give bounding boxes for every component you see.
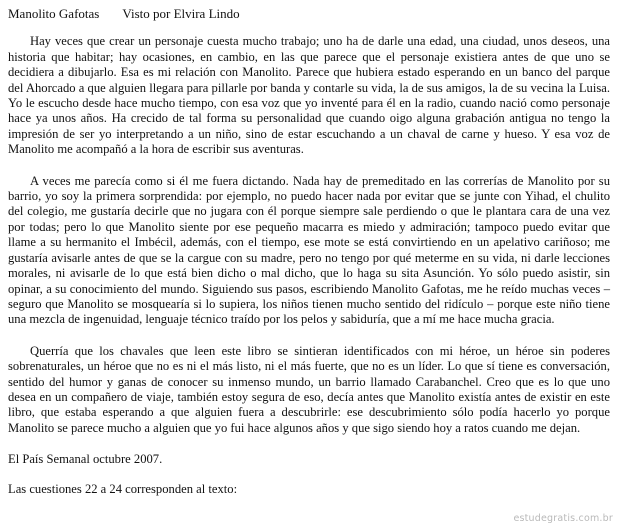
source-citation: El País Semanal octubre 2007. [8, 452, 163, 467]
document-header [8, 6, 610, 21]
story-title: Manolito Gafotas [8, 6, 100, 21]
paragraph-2: A veces me parecía como si él me fuera dictando. Nada hay de premeditado en las correrías de Manolito por su barrio, yo soy la primera sorprendida: por ejemplo, no puedo hacer nada por evitar que se junte con Yihad, el chulito del colegio, me gustaría decirle que no jugara con él porque siempre sale perdiendo o que le plantara cara de una vez por todas; pero lo que Manolito siente por ese pequeño macarra es miedo y admiración; tampoco puedo evitar que llame a su hermanito el Imbécil, además, con el tiempo, ese mote se está convirtiendo en un apelativo cariñoso; me gustaría avisarle antes de que se la cargue con su madre, pero no tengo por qué meterme en su vida, ni darle lecciones morales, ni avisarle de lo que está bien dicho o mal dicho, que lo haga su sita Asunción. Yo sólo puedo asistir, sin opinar, a su conocimiento del mundo. Siguiendo sus pasos, escribiendo Manolito Gafotas, me he reído muchas veces –seguro que Manolito se mosquearía si lo supiera, los niños tienen mucho sentido del ridículo – porque este niño tiene una mezcla de ingenuidad, lenguaje técnico traído por los pelos y sabiduría, que a mí me hace mucha gracia. [8, 173, 610, 327]
document-page [8, 6, 610, 511]
story-attribution: Visto por Elvira Lindo [122, 6, 240, 21]
site-watermark: estudegratis.com.br [513, 513, 613, 524]
questions-instruction: Las cuestiones 22 a 24 corresponden al texto: [8, 481, 238, 496]
paragraph-1: Hay veces que crear un personaje cuesta mucho trabajo; uno ha de darle una edad, una ciudad, unos deseos, una historia que habitar; hay ocasiones, en cambio, en las que parece que el personaje existiera antes de que uno se decidiera a dibujarlo. Esa es mi relación con Manolito. Parece que hubiera estado esperando en un banco del parque del Ahorcado a que alguien llegara para pillarle por banda y contarle su vida, la de sus amigos, la de su vecina la Luisa. Yo le escucho desde hace mucho tiempo, con esa voz que yo inventé para él en la radio, cuando nació como personaje hace ya unos años. Ha crecido de tal forma su personalidad que cuando oigo alguna grabación antigua no tengo la impresión de ser yo interpretando a un niño, sino de estar escuchando a un chaval de carne y hueso. Y esa voz de Manolito me acompañó a la hora de escribir sus aventuras. [8, 34, 610, 157]
paragraph-3: Querría que los chavales que leen este libro se sintieran identificados con mi héroe, un héroe sin poderes sobrenaturales, un héroe que no es ni el más listo, ni el más fuerte, que no es un líder. Lo que sí tiene es conversación, sentido del humor y ganas de conocer su inmenso mundo, un barrio llamado Carabanchel. Creo que es lo que uno desea en un compañero de viaje, también estoy segura de eso, decía antes que Manolito existía antes de existir en este libro, que estaba esperando a que alguien fuera a descubrirle: ese descubrimiento sólo podía hacerlo yo porque Manolito se parece mucho a alguien que yo fui hace algunos años y que sigo siendo hoy a ratos cuando me dejan. [8, 343, 610, 435]
